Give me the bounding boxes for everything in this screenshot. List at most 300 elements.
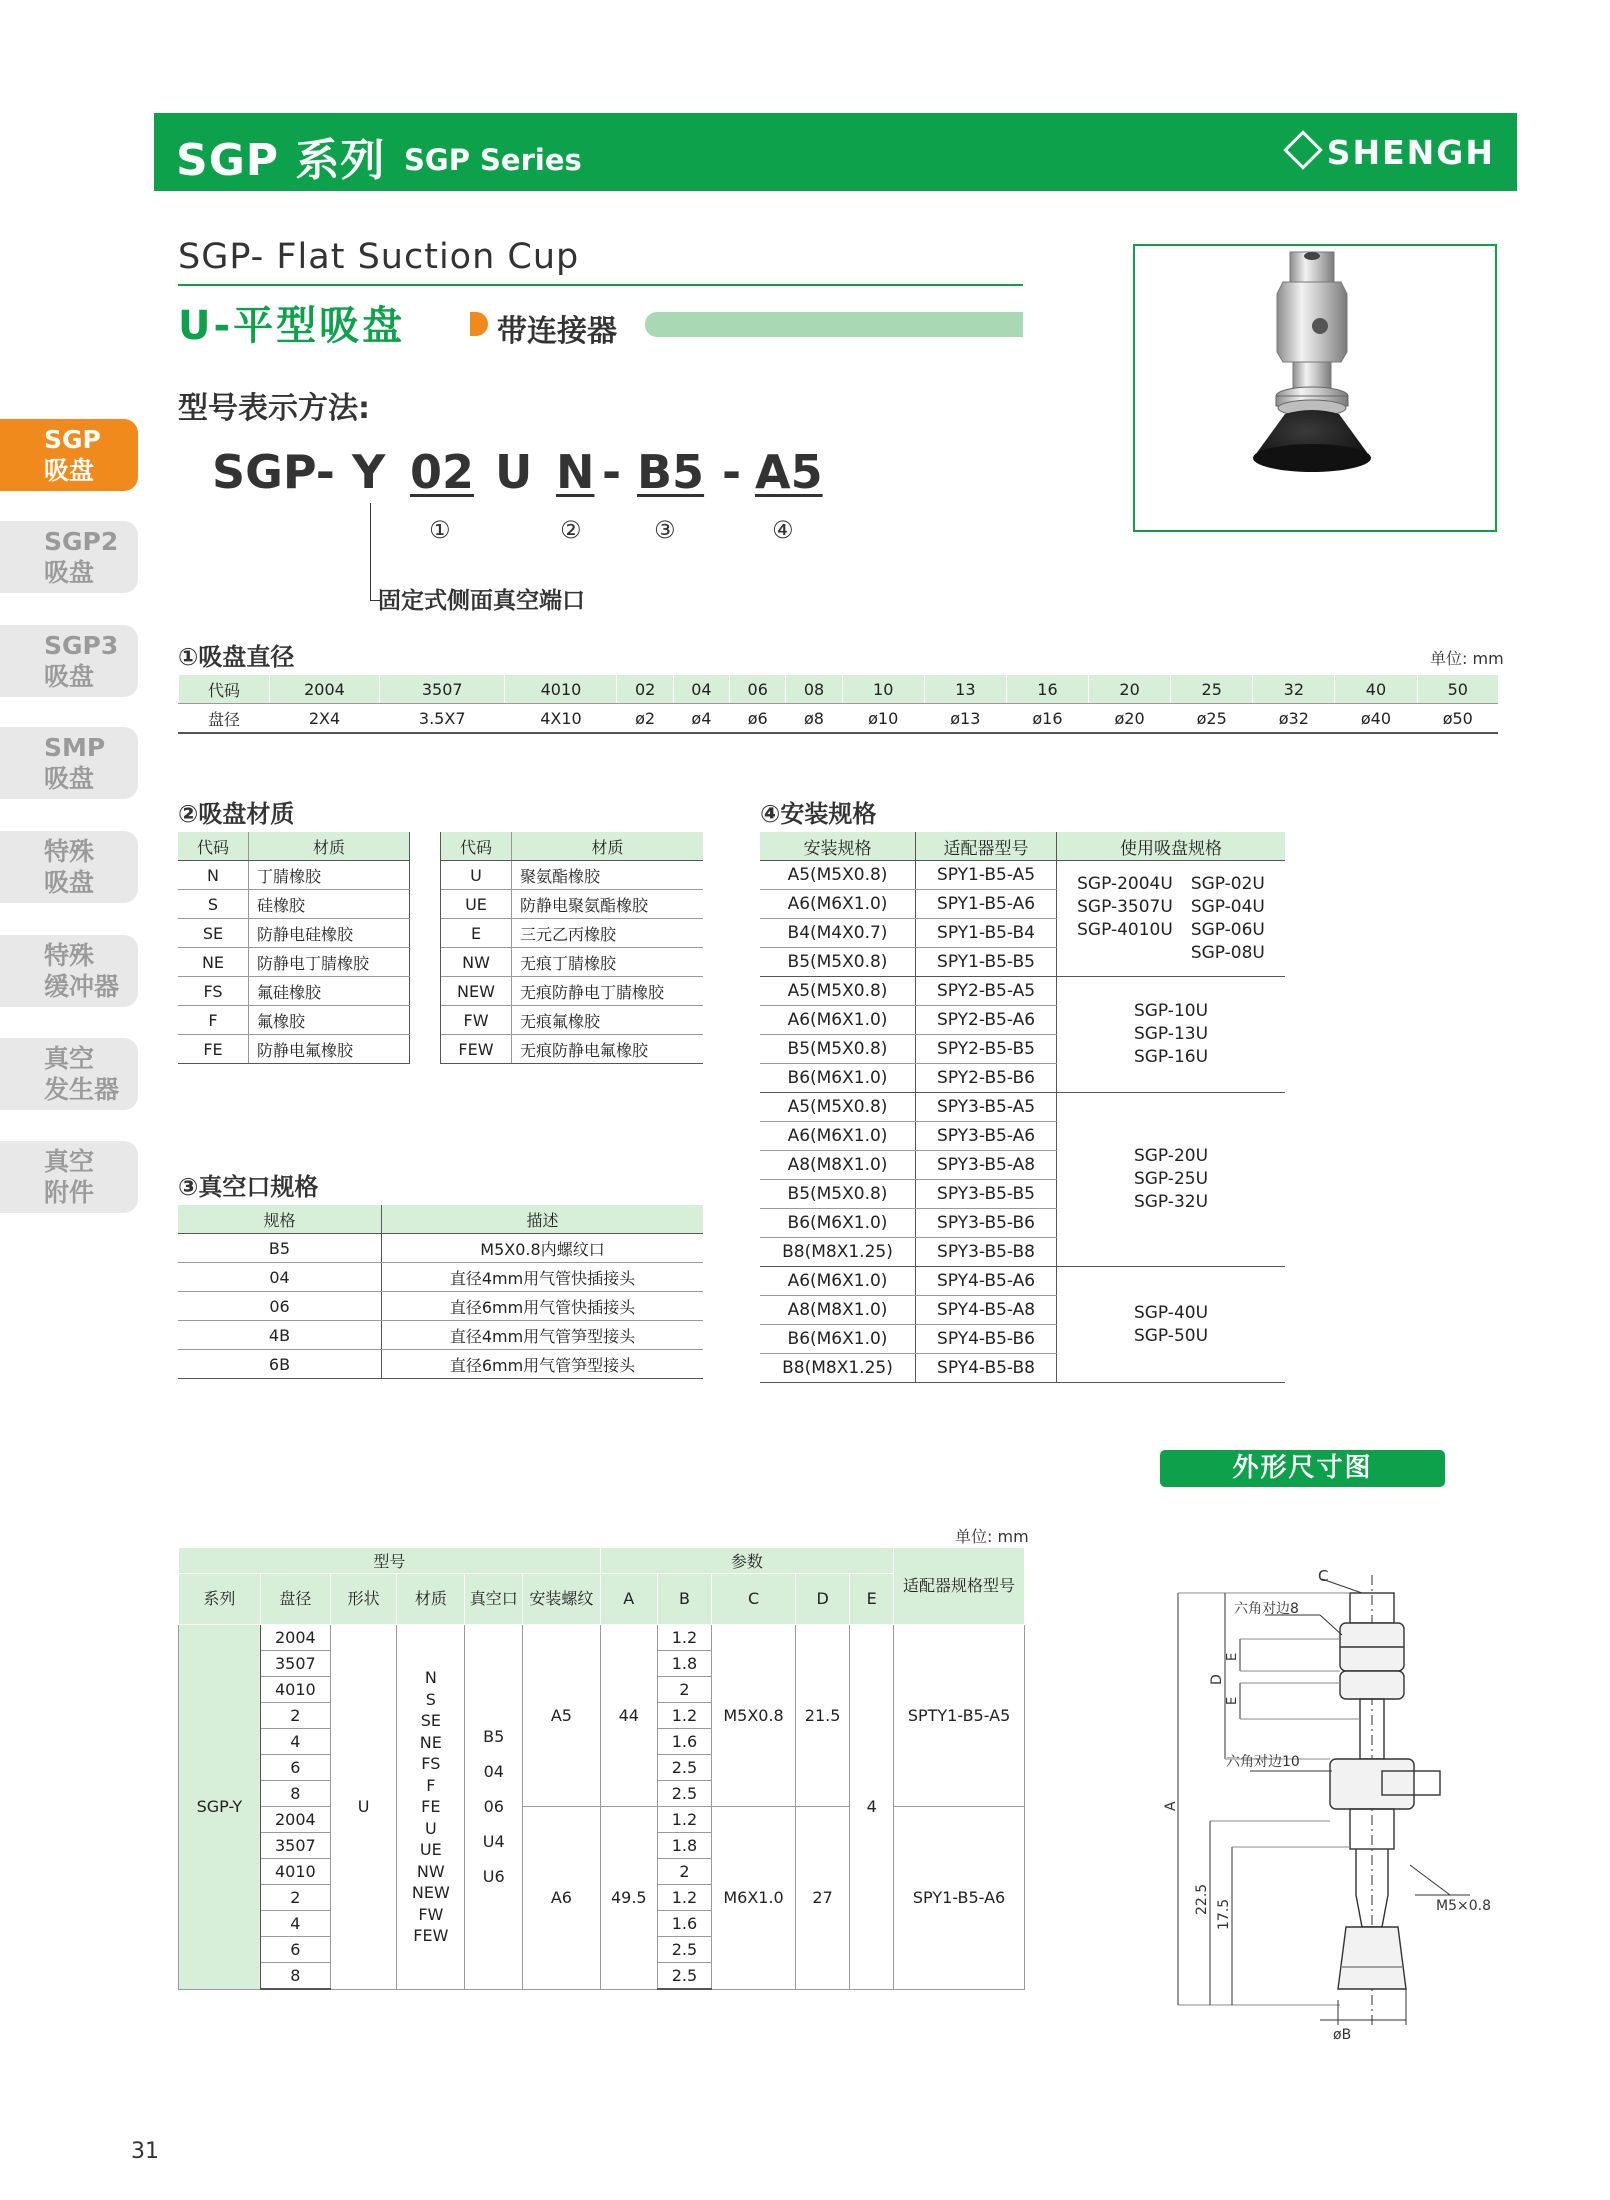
side-tab-line2: 吸盘 bbox=[44, 868, 95, 897]
side-tab-line2: 附件 bbox=[44, 1178, 95, 1207]
mount-table bbox=[760, 832, 1285, 1383]
table-row bbox=[178, 861, 703, 890]
col-header: 代码 bbox=[441, 832, 512, 861]
port-list-cell bbox=[465, 1625, 523, 1990]
mount-spec: A8(M8X1.0) bbox=[760, 1296, 916, 1325]
diameter-code-row bbox=[179, 675, 1499, 704]
material-code: UE bbox=[441, 890, 512, 919]
cup-spec-cell bbox=[1057, 1267, 1286, 1383]
material-name: 氟硅橡胶 bbox=[249, 977, 410, 1006]
pointer-line bbox=[370, 503, 371, 601]
diameter-value-cell: 4X10 bbox=[505, 704, 617, 734]
spec-table bbox=[178, 1547, 1025, 1990]
adapter-model: SPY3-B5-B6 bbox=[916, 1209, 1057, 1238]
adapter-model: SPY3-B5-A6 bbox=[916, 1122, 1057, 1151]
material-code: U bbox=[441, 861, 512, 890]
diameter-cell: 4 bbox=[260, 1911, 330, 1937]
col-header: 材质 bbox=[397, 1574, 465, 1625]
material-code: S bbox=[425, 1689, 436, 1709]
diameter-value-cell: ø25 bbox=[1171, 704, 1253, 734]
table-row bbox=[178, 1006, 703, 1035]
mount-spec: B5(M5X0.8) bbox=[760, 1180, 916, 1209]
b-cell: 1.6 bbox=[657, 1911, 711, 1937]
diameter-value-cell: ø10 bbox=[842, 704, 924, 734]
dim-225-label: 22.5 bbox=[1194, 1883, 1210, 1915]
product-photo bbox=[1133, 244, 1497, 532]
material-name: 氟橡胶 bbox=[249, 1006, 410, 1035]
b-cell: 2 bbox=[657, 1859, 711, 1885]
row-label: 代码 bbox=[179, 675, 270, 704]
side-tab-line2: 吸盘 bbox=[44, 558, 95, 587]
mount-spec: A6(M6X1.0) bbox=[760, 1267, 916, 1296]
diameter-value-cell: ø4 bbox=[673, 704, 729, 734]
mount-spec: A5(M5X0.8) bbox=[760, 1093, 916, 1122]
material-code: FE bbox=[178, 1035, 249, 1064]
table-separator bbox=[410, 948, 441, 977]
diameter-code-cell: 4010 bbox=[505, 675, 617, 704]
diameter-code-cell: 50 bbox=[1417, 675, 1498, 704]
adapter-model: SPY3-B5-A5 bbox=[916, 1093, 1057, 1122]
material-code: F bbox=[426, 1775, 436, 1795]
diameter-code-cell: 32 bbox=[1253, 675, 1335, 704]
mount-spec: B5(M5X0.8) bbox=[760, 948, 916, 977]
b-cell: 1.8 bbox=[657, 1833, 711, 1859]
mount-spec: A6(M6X1.0) bbox=[760, 890, 916, 919]
material-name: 硅橡胶 bbox=[249, 890, 410, 919]
port-desc: 直径4mm用气管笋型接头 bbox=[382, 1321, 704, 1350]
table-separator bbox=[410, 1035, 441, 1064]
diameter-code-cell: 16 bbox=[1006, 675, 1088, 704]
table-row bbox=[178, 948, 703, 977]
dim-a-label: A bbox=[1163, 1801, 1179, 1811]
material-code: FW bbox=[441, 1006, 512, 1035]
col-header: 安装螺纹 bbox=[523, 1574, 601, 1625]
diameter-cell: 8 bbox=[260, 1963, 330, 1990]
diameter-code-cell: 13 bbox=[924, 675, 1006, 704]
table-header-row bbox=[178, 832, 703, 861]
cup-spec: SGP-50U bbox=[1133, 1325, 1209, 1346]
table-row bbox=[178, 1234, 703, 1263]
diameter-value-cell: ø6 bbox=[730, 704, 786, 734]
side-tab-line1: 特殊 bbox=[44, 941, 95, 970]
series-title-cn: SGP 系列 bbox=[176, 135, 386, 186]
mount-spec: A5(M5X0.8) bbox=[760, 977, 916, 1006]
col-header: 盘径 bbox=[260, 1574, 330, 1625]
material-code: SE bbox=[178, 919, 249, 948]
table-separator bbox=[410, 890, 441, 919]
mount-spec: A8(M8X1.0) bbox=[760, 1151, 916, 1180]
adapter-model: SPY2-B5-A6 bbox=[916, 1006, 1057, 1035]
code-seg-dash1: - bbox=[602, 445, 622, 499]
side-tab-1[interactable] bbox=[0, 521, 138, 593]
adapter-cell: SPY1-B5-A6 bbox=[894, 1807, 1025, 1990]
e-cell: 4 bbox=[850, 1625, 894, 1990]
diameter-cell: 3507 bbox=[260, 1833, 330, 1859]
cup-spec: SGP-40U bbox=[1133, 1302, 1209, 1323]
material-name: 无痕防静电丁腈橡胶 bbox=[512, 977, 704, 1006]
thread-cell: A6 bbox=[523, 1807, 601, 1990]
dimension-drawing bbox=[1163, 1567, 1510, 2045]
mount-spec: B8(M8X1.25) bbox=[760, 1238, 916, 1267]
dimension-badge: 外形尺寸图 bbox=[1160, 1450, 1445, 1487]
col-header: 规格 bbox=[178, 1205, 382, 1234]
group-header-model: 型号 bbox=[179, 1548, 601, 1574]
mount-section-title: ④安装规格 bbox=[760, 800, 877, 828]
cup-spec-list bbox=[1134, 1145, 1208, 1214]
diameter-value-cell: ø20 bbox=[1089, 704, 1171, 734]
table-row bbox=[178, 1292, 703, 1321]
code-seg-port: B5 bbox=[637, 445, 705, 499]
cup-spec: SGP-04U bbox=[1190, 896, 1265, 917]
diameter-cell: 4010 bbox=[260, 1677, 330, 1703]
material-code: NE bbox=[419, 1732, 442, 1752]
diameter-code-cell: 2004 bbox=[270, 675, 380, 704]
cup-spec: SGP-16U bbox=[1133, 1047, 1209, 1067]
mount-spec: A5(M5X0.8) bbox=[760, 861, 916, 890]
c-cell: M6X1.0 bbox=[712, 1807, 796, 1990]
dim-e-label-1: E bbox=[1225, 1652, 1240, 1661]
port-desc: 直径6mm用气管快插接头 bbox=[382, 1292, 704, 1321]
cup-spec: SGP-32U bbox=[1133, 1192, 1209, 1212]
cup-spec bbox=[1077, 942, 1173, 965]
spec-unit: 单位: mm bbox=[955, 1527, 1029, 1546]
suction-cup-image bbox=[1135, 246, 1495, 530]
table-header-row bbox=[760, 832, 1285, 861]
port-code: U4 bbox=[482, 1832, 505, 1852]
material-code: NEW bbox=[441, 977, 512, 1006]
port-code: 06 bbox=[483, 1797, 504, 1817]
marker-4: ④ bbox=[772, 516, 794, 544]
side-tab-line2: 吸盘 bbox=[44, 662, 95, 691]
diameter-cell: 2004 bbox=[260, 1807, 330, 1833]
adapter-model: SPY4-B5-A8 bbox=[916, 1296, 1057, 1325]
diameter-value-cell: ø50 bbox=[1417, 704, 1498, 734]
series-cell: SGP-Y bbox=[179, 1625, 261, 1990]
material-name: 无痕防静电氟橡胶 bbox=[512, 1035, 704, 1064]
table-row bbox=[178, 977, 703, 1006]
a-cell: 49.5 bbox=[600, 1807, 657, 1990]
port-section-title: ③真空口规格 bbox=[178, 1173, 319, 1201]
cup-spec: SGP-13U bbox=[1133, 1024, 1209, 1044]
material-code: F bbox=[178, 1006, 249, 1035]
series-title-en: SGP Series bbox=[404, 143, 582, 177]
side-tab-line1: SGP2 bbox=[44, 527, 119, 556]
table-separator bbox=[410, 919, 441, 948]
diameter-cell: 2004 bbox=[260, 1625, 330, 1651]
col-header: 材质 bbox=[512, 832, 704, 861]
mount-spec: A6(M6X1.0) bbox=[760, 1006, 916, 1035]
material-code: FS bbox=[421, 1754, 441, 1773]
material-name: 防静电聚氨酯橡胶 bbox=[512, 890, 704, 919]
material-table bbox=[178, 832, 703, 1064]
adapter-model: SPY3-B5-B8 bbox=[916, 1238, 1057, 1267]
material-code: NW bbox=[441, 948, 512, 977]
code-seg-prefix: SGP- bbox=[212, 445, 335, 499]
dim-d-label: D bbox=[1209, 1674, 1225, 1685]
side-tab-0[interactable] bbox=[0, 419, 138, 491]
port-code: 04 bbox=[178, 1263, 382, 1292]
b-cell: 1.2 bbox=[657, 1885, 711, 1911]
material-section-title: ②吸盘材质 bbox=[178, 800, 295, 828]
material-code: N bbox=[178, 861, 249, 890]
diameter-cell: 4010 bbox=[260, 1859, 330, 1885]
col-header: C bbox=[712, 1574, 796, 1625]
adapter-model: SPY2-B5-B6 bbox=[916, 1064, 1057, 1093]
material-code: FEW bbox=[413, 1926, 449, 1945]
dim-hex8-label: 六角对边8 bbox=[1234, 1601, 1299, 1617]
diameter-code-cell: 40 bbox=[1335, 675, 1417, 704]
adapter-cell: SPTY1-B5-A5 bbox=[894, 1625, 1025, 1807]
mount-spec: B6(M6X1.0) bbox=[760, 1209, 916, 1238]
dim-hex10-label: 六角对边10 bbox=[1226, 1754, 1300, 1770]
product-title-cn: U-平型吸盘 bbox=[178, 303, 406, 349]
col-header: 代码 bbox=[178, 832, 249, 861]
shape-cell: U bbox=[330, 1625, 396, 1990]
adapter-model: SPY1-B5-A6 bbox=[916, 890, 1057, 919]
side-tab-7[interactable] bbox=[0, 1141, 138, 1213]
b-cell: 1.6 bbox=[657, 1729, 711, 1755]
material-code: N bbox=[424, 1668, 437, 1687]
col-header: 材质 bbox=[249, 832, 410, 861]
row-label: 盘径 bbox=[179, 704, 270, 734]
cup-spec-list bbox=[1134, 1302, 1208, 1348]
group-header-row bbox=[179, 1548, 1025, 1574]
table-row bbox=[760, 977, 1285, 1006]
table-row bbox=[760, 861, 1285, 890]
side-tab-line1: 真空 bbox=[44, 1044, 95, 1073]
cup-spec: SGP-4010U bbox=[1077, 919, 1173, 940]
col-header: E bbox=[850, 1574, 894, 1625]
b-cell: 1.8 bbox=[657, 1651, 711, 1677]
dim-175-label: 17.5 bbox=[1216, 1898, 1232, 1930]
code-seg-y: Y bbox=[352, 445, 386, 499]
adapter-model: SPY4-B5-B8 bbox=[916, 1354, 1057, 1383]
adapter-model: SPY1-B5-A5 bbox=[916, 861, 1057, 890]
diameter-table bbox=[178, 675, 1498, 734]
marker-1: ① bbox=[429, 516, 451, 544]
port-code: 4B bbox=[178, 1321, 382, 1350]
diameter-cell: 6 bbox=[260, 1937, 330, 1963]
table-row bbox=[760, 1267, 1285, 1296]
diameter-cell: 2 bbox=[260, 1703, 330, 1729]
side-tab-6[interactable] bbox=[0, 1038, 138, 1110]
port-code: 06 bbox=[178, 1292, 382, 1321]
brand-logo-text: SHENGH bbox=[1326, 133, 1495, 172]
c-cell: M5X0.8 bbox=[712, 1625, 796, 1807]
mount-spec: A6(M6X1.0) bbox=[760, 1122, 916, 1151]
diameter-value-cell: ø32 bbox=[1253, 704, 1335, 734]
diameter-cell: 8 bbox=[260, 1781, 330, 1807]
fixed-port-note: 固定式侧面真空端口 bbox=[378, 588, 585, 614]
col-header: B bbox=[657, 1574, 711, 1625]
material-code: SE bbox=[420, 1711, 441, 1730]
col-header: 适配器型号 bbox=[916, 832, 1057, 861]
product-title-en: SGP- Flat Suction Cup bbox=[178, 237, 580, 277]
material-name: 防静电丁腈橡胶 bbox=[249, 948, 410, 977]
side-tab-4[interactable] bbox=[0, 831, 138, 903]
diamond-icon bbox=[1283, 130, 1323, 170]
code-seg-shape: U bbox=[495, 445, 533, 499]
col-header: D bbox=[795, 1574, 849, 1625]
cup-spec: SGP-08U bbox=[1190, 942, 1265, 963]
b-cell: 1.2 bbox=[657, 1807, 711, 1833]
diameter-value-cell: ø2 bbox=[617, 704, 673, 734]
diameter-code-cell: 08 bbox=[786, 675, 842, 704]
thread-cell: A5 bbox=[523, 1625, 601, 1807]
cup-spec: SGP-25U bbox=[1133, 1169, 1209, 1189]
material-code: FE bbox=[421, 1797, 441, 1816]
material-code: UE bbox=[419, 1840, 442, 1859]
col-header: 描述 bbox=[382, 1205, 704, 1234]
material-list-cell bbox=[397, 1625, 465, 1990]
side-tab-line1: SGP bbox=[44, 425, 101, 454]
dim-phib-label: øB bbox=[1333, 2027, 1352, 2043]
side-tab-line1: 特殊 bbox=[44, 837, 95, 866]
diameter-cell: 2 bbox=[260, 1885, 330, 1911]
material-code: FW bbox=[418, 1904, 444, 1924]
model-method-title: 型号表示方法: bbox=[178, 391, 370, 426]
side-tab-line1: 真空 bbox=[44, 1147, 95, 1176]
diameter-value-cell: ø16 bbox=[1006, 704, 1088, 734]
material-name: 无痕丁腈橡胶 bbox=[512, 948, 704, 977]
adapter-model: SPY4-B5-B6 bbox=[916, 1325, 1057, 1354]
adapter-model: SPY3-B5-A8 bbox=[916, 1151, 1057, 1180]
table-row bbox=[178, 1035, 703, 1064]
material-name: 防静电氟橡胶 bbox=[249, 1035, 410, 1064]
material-name: 无痕氟橡胶 bbox=[512, 1006, 704, 1035]
cup-spec: SGP-2004U bbox=[1077, 873, 1173, 894]
diameter-code-cell: 10 bbox=[842, 675, 924, 704]
adapter-model: SPY1-B5-B4 bbox=[916, 919, 1057, 948]
mount-spec: B4(M4X0.7) bbox=[760, 919, 916, 948]
side-tab-line2: 吸盘 bbox=[44, 456, 95, 485]
dim-c-label: C bbox=[1318, 1567, 1329, 1585]
material-code: NE bbox=[178, 948, 249, 977]
connector-bar bbox=[645, 312, 1023, 337]
diameter-code-cell: 02 bbox=[617, 675, 673, 704]
b-cell: 2.5 bbox=[657, 1755, 711, 1781]
col-header: 系列 bbox=[179, 1574, 261, 1625]
marker-3: ③ bbox=[654, 516, 676, 544]
side-tab-line1: SMP bbox=[44, 733, 106, 762]
code-seg-dash2: - bbox=[722, 445, 742, 499]
b-cell: 1.2 bbox=[657, 1703, 711, 1729]
port-code: 04 bbox=[483, 1762, 504, 1782]
b-cell: 2.5 bbox=[657, 1937, 711, 1963]
b-cell: 1.2 bbox=[657, 1625, 711, 1651]
side-tab-line2: 缓冲器 bbox=[44, 972, 120, 1001]
group-header-params: 参数 bbox=[600, 1548, 893, 1574]
code-seg-material: N bbox=[556, 445, 595, 499]
mount-spec: B6(M6X1.0) bbox=[760, 1325, 916, 1354]
mount-spec: B8(M8X1.25) bbox=[760, 1354, 916, 1383]
cup-spec-cell bbox=[1057, 977, 1286, 1093]
col-header: 真空口 bbox=[465, 1574, 523, 1625]
material-code: U bbox=[424, 1818, 437, 1838]
diameter-section-title: ①吸盘直径 bbox=[178, 643, 295, 671]
diameter-value-cell: ø8 bbox=[786, 704, 842, 734]
marker-2: ② bbox=[560, 516, 582, 544]
adapter-model: SPY2-B5-B5 bbox=[916, 1035, 1057, 1064]
cup-spec: SGP-06U bbox=[1190, 919, 1265, 940]
adapter-model: SPY3-B5-B5 bbox=[916, 1180, 1057, 1209]
col-header-adapter: 适配器规格型号 bbox=[894, 1548, 1025, 1625]
table-row bbox=[179, 1807, 1025, 1833]
cup-spec: SGP-02U bbox=[1190, 873, 1265, 894]
port-code: B5 bbox=[178, 1234, 382, 1263]
side-tab-line1: SGP3 bbox=[44, 631, 119, 660]
table-row bbox=[178, 1350, 703, 1379]
diameter-unit: 单位: mm bbox=[1430, 649, 1504, 668]
side-tab-2[interactable] bbox=[0, 625, 138, 697]
table-separator bbox=[410, 861, 441, 890]
diameter-code-cell: 04 bbox=[673, 675, 729, 704]
table-row bbox=[760, 1093, 1285, 1122]
cup-spec-list bbox=[1134, 1000, 1208, 1069]
a-cell: 44 bbox=[600, 1625, 657, 1807]
table-row bbox=[178, 890, 703, 919]
material-name: 三元乙丙橡胶 bbox=[512, 919, 704, 948]
table-separator bbox=[410, 977, 441, 1006]
material-code: FS bbox=[178, 977, 249, 1006]
d-cell: 27 bbox=[795, 1807, 849, 1990]
dim-e-label-2: E bbox=[1225, 1696, 1240, 1705]
port-desc: M5X0.8内螺纹口 bbox=[382, 1234, 704, 1263]
table-row bbox=[178, 1321, 703, 1350]
table-row bbox=[179, 1625, 1025, 1651]
port-code: 6B bbox=[178, 1350, 382, 1379]
b-cell: 2 bbox=[657, 1677, 711, 1703]
cup-spec-list bbox=[1077, 873, 1265, 965]
b-cell: 2.5 bbox=[657, 1963, 711, 1990]
col-header: A bbox=[600, 1574, 657, 1625]
diameter-code-cell: 3507 bbox=[379, 675, 504, 704]
diameter-code-cell: 20 bbox=[1089, 675, 1171, 704]
d-cell: 21.5 bbox=[795, 1625, 849, 1807]
header-bar bbox=[154, 113, 1517, 191]
side-tab-5[interactable] bbox=[0, 935, 138, 1007]
port-code: U6 bbox=[482, 1867, 505, 1887]
cup-spec-cell bbox=[1057, 1093, 1286, 1267]
diameter-value-cell: ø40 bbox=[1335, 704, 1417, 734]
adapter-model: SPY1-B5-B5 bbox=[916, 948, 1057, 977]
dim-m5-label: M5×0.8 bbox=[1436, 1898, 1491, 1914]
cup-spec: SGP-10U bbox=[1133, 1001, 1209, 1021]
table-header-row bbox=[178, 1205, 703, 1234]
b-cell: 2.5 bbox=[657, 1781, 711, 1807]
side-tab-line2: 吸盘 bbox=[44, 764, 95, 793]
port-table bbox=[178, 1205, 703, 1379]
connector-marker-icon bbox=[470, 312, 488, 336]
material-code: S bbox=[178, 890, 249, 919]
adapter-model: SPY4-B5-A6 bbox=[916, 1267, 1057, 1296]
table-separator bbox=[410, 832, 441, 861]
diameter-value-row bbox=[179, 704, 1499, 734]
table-separator bbox=[410, 1006, 441, 1035]
side-tab-3[interactable] bbox=[0, 727, 138, 799]
table-row bbox=[178, 919, 703, 948]
mount-spec: B6(M6X1.0) bbox=[760, 1064, 916, 1093]
diameter-value-cell: 3.5X7 bbox=[379, 704, 504, 734]
material-name: 丁腈橡胶 bbox=[249, 861, 410, 890]
port-code: B5 bbox=[483, 1727, 505, 1747]
mount-spec: B5(M5X0.8) bbox=[760, 1035, 916, 1064]
code-seg-mount: A5 bbox=[755, 445, 823, 499]
adapter-model: SPY2-B5-A5 bbox=[916, 977, 1057, 1006]
cup-spec: SGP-3507U bbox=[1077, 896, 1173, 917]
material-name: 防静电硅橡胶 bbox=[249, 919, 410, 948]
col-header: 形状 bbox=[330, 1574, 396, 1625]
